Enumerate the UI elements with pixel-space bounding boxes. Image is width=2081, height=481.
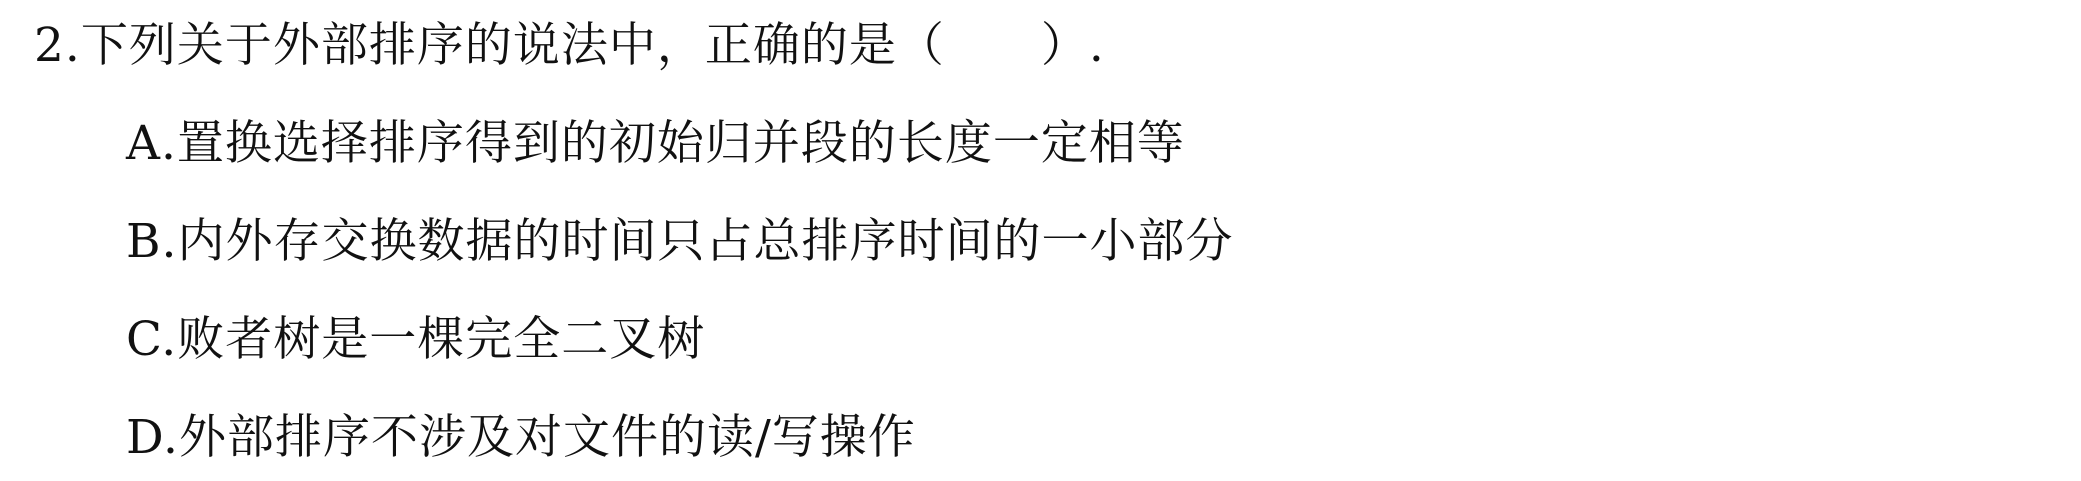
option-c bbox=[126, 310, 705, 370]
option-c-text: 败者树是一棵完全二叉树 bbox=[177, 312, 706, 367]
option-d-text: 外部排序不涉及对文件的读/写操作 bbox=[178, 410, 916, 465]
option-a-text: 置换选择排序得到的初始归并段的长度一定相等 bbox=[176, 116, 1185, 171]
question-stem bbox=[34, 16, 1105, 76]
question-text: 下列关于外部排序的说法中，正确的是（ ）. bbox=[80, 18, 1105, 73]
option-b-label: B. bbox=[126, 214, 178, 269]
option-d-label: D. bbox=[126, 410, 179, 465]
option-b bbox=[126, 212, 1233, 272]
option-a-label: A. bbox=[126, 116, 177, 171]
option-a bbox=[126, 114, 1185, 174]
question-number: 2. bbox=[34, 18, 81, 73]
option-b-text: 内外存交换数据的时间只占总排序时间的一小部分 bbox=[177, 214, 1234, 269]
option-d bbox=[126, 408, 916, 468]
option-c-label: C. bbox=[126, 312, 178, 367]
